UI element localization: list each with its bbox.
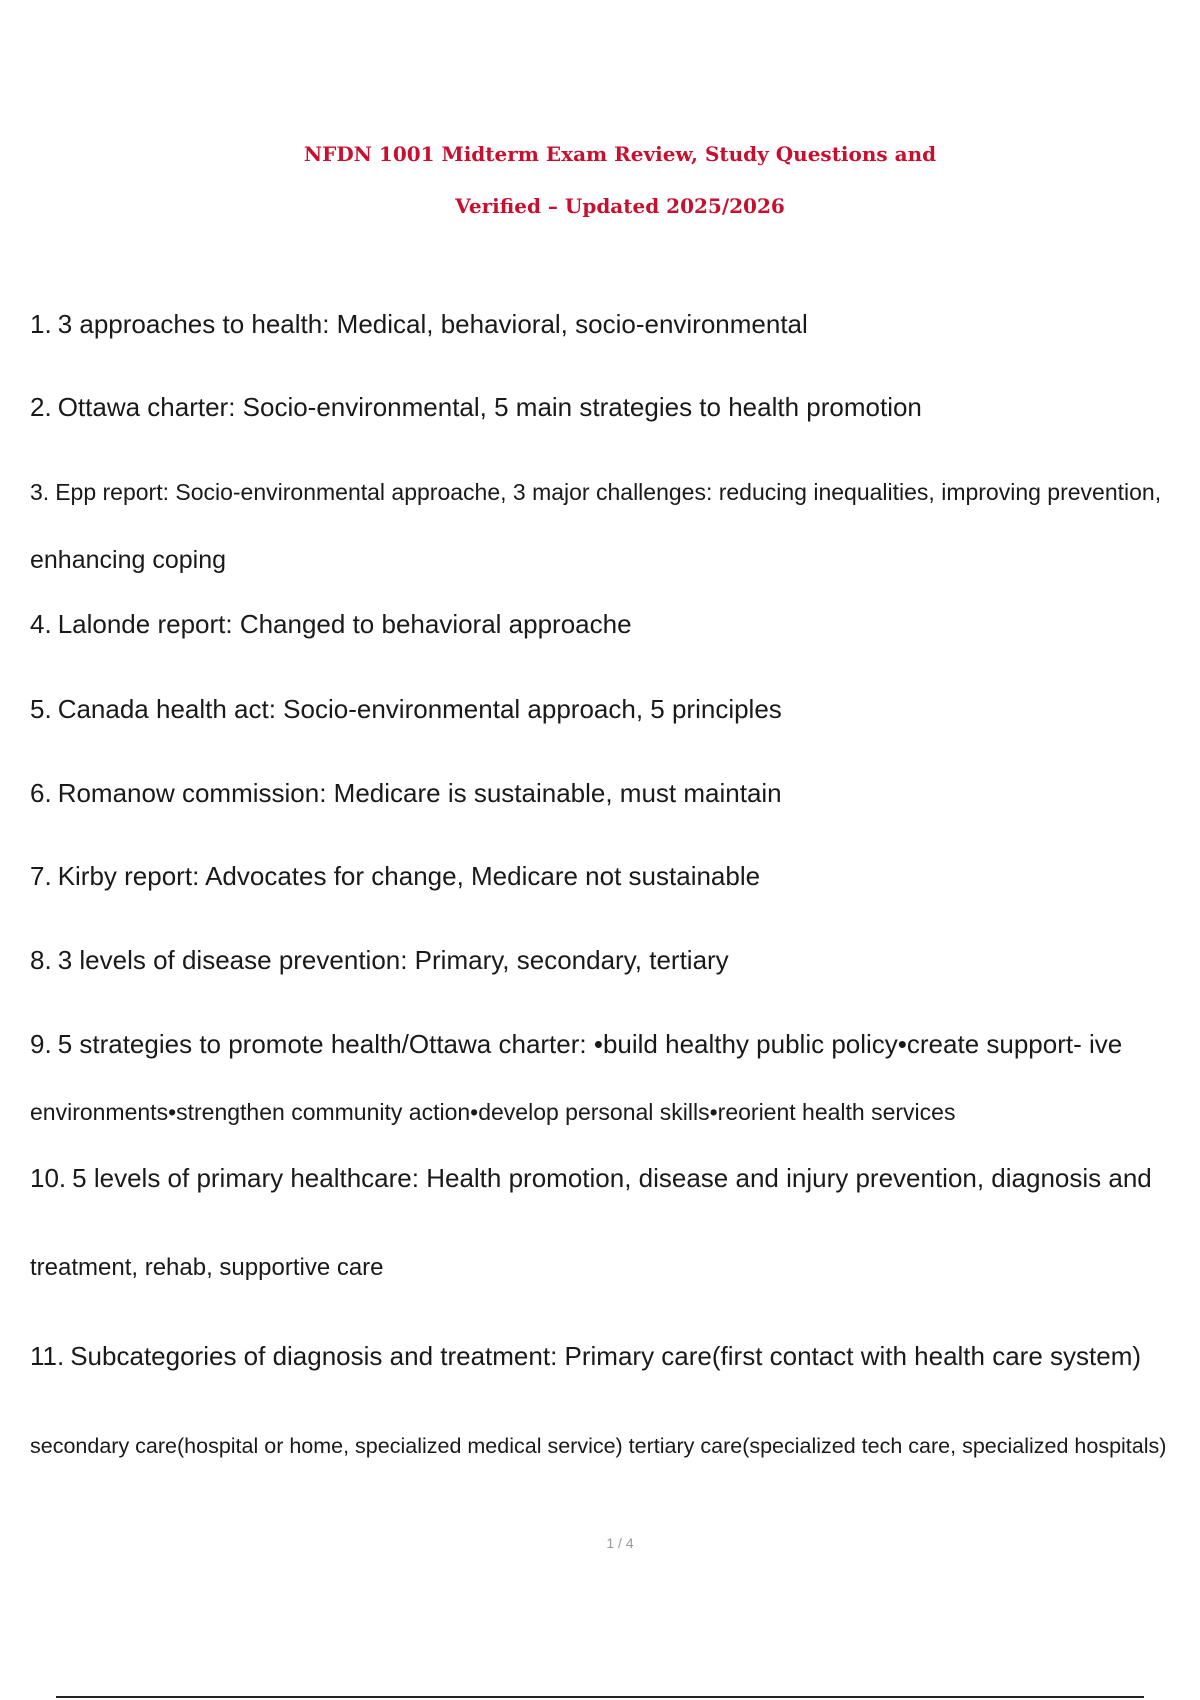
item-text: 5 strategies to promote health/Ottawa charter: •build healthy public policy•create support- ive bbox=[57, 1029, 1123, 1059]
item-number: 11. bbox=[30, 1341, 65, 1371]
list-item-continuation: environments•strengthen community action•develop personal skills•reorient health services bbox=[30, 1099, 956, 1125]
item-number: 2. bbox=[30, 392, 52, 422]
title-line-2: Verified – Updated 2025/2026 bbox=[455, 194, 785, 218]
item-text: 5 levels of primary healthcare: Health promotion, disease and injury prevention, diagnosis and bbox=[72, 1163, 1152, 1193]
item-number: 5. bbox=[30, 694, 52, 724]
item-number: 7. bbox=[30, 861, 52, 891]
item-number: 6. bbox=[30, 778, 52, 808]
page-number: 1 / 4 bbox=[606, 1535, 634, 1551]
item-text: Subcategories of diagnosis and treatment: Primary care(first contact with health care system) bbox=[70, 1341, 1142, 1371]
list-item bbox=[30, 391, 922, 423]
title-line-1: NFDN 1001 Midterm Exam Review, Study Questions and bbox=[303, 142, 937, 166]
item-text: Kirby report: Advocates for change, Medicare not sustainable bbox=[57, 861, 761, 891]
list-item-continuation: enhancing coping bbox=[30, 546, 226, 574]
item-number: 10. bbox=[30, 1163, 67, 1193]
list-item bbox=[30, 777, 782, 809]
list-item bbox=[30, 1340, 1141, 1372]
list-item bbox=[30, 608, 632, 640]
document-title bbox=[40, 128, 1200, 232]
page-bottom-divider bbox=[56, 1696, 1144, 1698]
list-item bbox=[30, 860, 760, 892]
list-item bbox=[30, 944, 729, 976]
item-text: Canada health act: Socio-environmental approach, 5 principles bbox=[57, 694, 782, 724]
list-item bbox=[30, 476, 1161, 508]
list-item bbox=[30, 1028, 1122, 1060]
item-text: Epp report: Socio-environmental approache, 3 major challenges: reducing inequalities, improving prevention, bbox=[55, 479, 1162, 505]
item-number: 9. bbox=[30, 1029, 52, 1059]
list-item-continuation: secondary care(hospital or home, specialized medical service) tertiary care(specialized tech care, specialized hospitals) bbox=[30, 1434, 1167, 1458]
item-text: Romanow commission: Medicare is sustainable, must maintain bbox=[57, 778, 782, 808]
list-item bbox=[30, 308, 808, 340]
item-number: 8. bbox=[30, 945, 52, 975]
item-number: 3. bbox=[30, 479, 50, 505]
item-text: 3 levels of disease prevention: Primary, secondary, tertiary bbox=[57, 945, 729, 975]
item-text: Ottawa charter: Socio-environmental, 5 main strategies to health promotion bbox=[57, 392, 922, 422]
list-item bbox=[30, 1162, 1152, 1194]
list-item bbox=[30, 693, 782, 725]
item-number: 1. bbox=[30, 309, 52, 339]
item-number: 4. bbox=[30, 609, 52, 639]
list-item-continuation: treatment, rehab, supportive care bbox=[30, 1254, 384, 1281]
item-text: Lalonde report: Changed to behavioral approache bbox=[57, 609, 632, 639]
item-text: 3 approaches to health: Medical, behavioral, socio-environmental bbox=[57, 309, 808, 339]
